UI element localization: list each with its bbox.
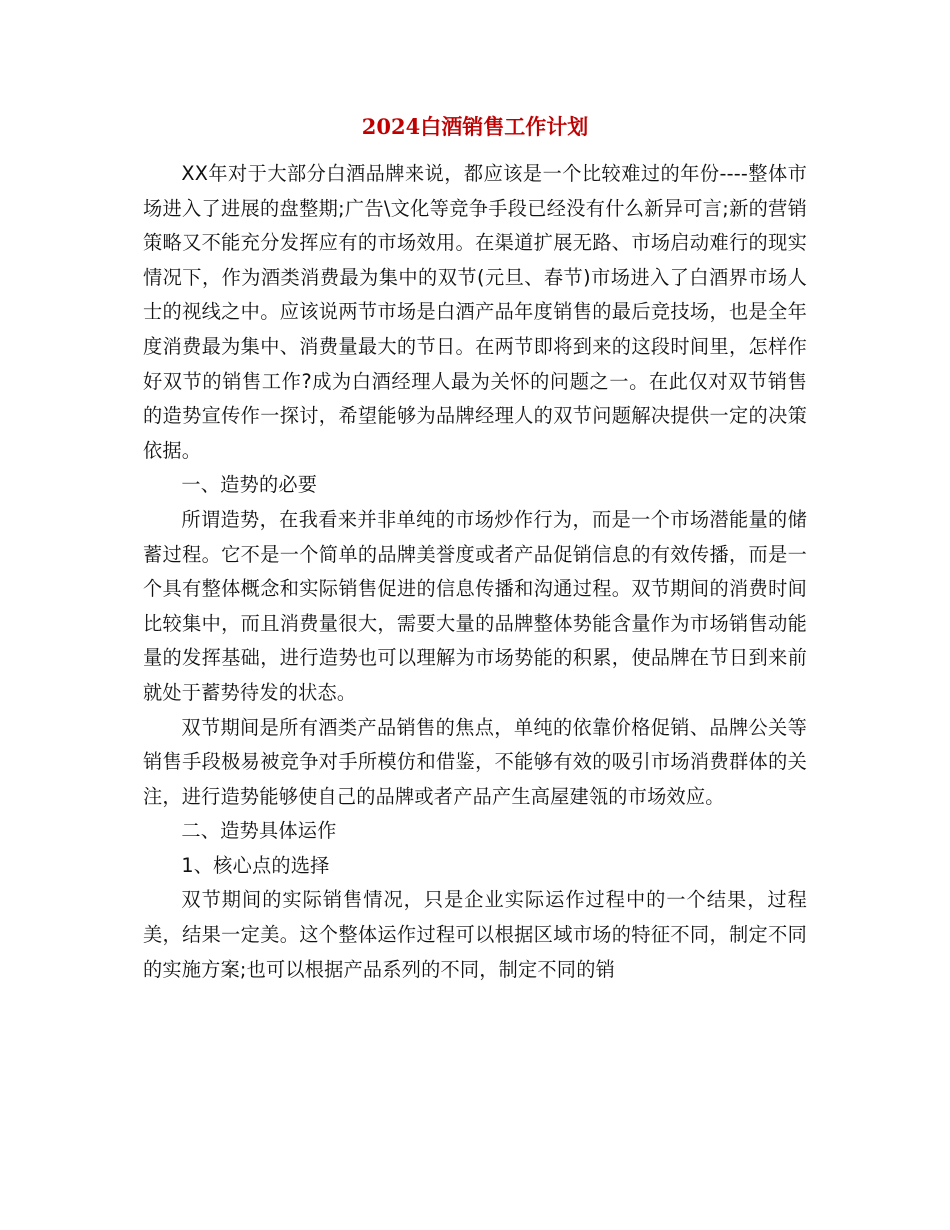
section-heading-2: 二、造势具体运作 <box>181 819 337 843</box>
paragraph-section-2-a: 双节期间的实际销售情况，只是企业实际运作过程中的一个结果，过程美，结果一定美。这个整体运作过程可以根据区域市场的特征不同，制定不同的实施方案;也可以根据产品系列的不同，制定不同的销 <box>143 888 807 981</box>
paragraph-section-1-b: 双节期间是所有酒类产品销售的焦点，单纯的依靠价格促销、品牌公关等销售手段极易被竞争对手所模仿和借鉴，不能够有效的吸引市场消费群体的关注，进行造势能够使自己的品牌或者产品产生高屋建瓴的市场效应。 <box>143 715 807 808</box>
document-body <box>143 157 807 987</box>
section-heading-1: 一、造势的必要 <box>181 473 318 497</box>
subsection-heading-1: 1、核心点的选择 <box>181 853 330 877</box>
paragraph-intro: XX年对于大部分白酒品牌来说，都应该是一个比较难过的年份----整体市场进入了进展的盘整期;广告\文化等竞争手段已经没有什么新异可言;新的营销策略又不能充分发挥应有的市场效用。在渠道扩展无路、市场启动难行的现实情况下，作为酒类消费最为集中的双节(元旦、春节)市场进入了白酒界市场人士的视线之中。应该说两节市场是白酒产品年度销售的最后竞技场，也是全年度消费最为集中、消费量最大的节日。在两节即将到来的这段时间里，怎样作好双节的销售工作?成为白酒经理人最为关怀的问题之一。在此仅对双节销售的造势宣传作一探讨，希望能够为品牌经理人的双节问题解决提供一定的决策依据。 <box>143 162 807 462</box>
paragraph-section-1-a: 所谓造势，在我看来并非单纯的市场炒作行为，而是一个市场潜能量的储蓄过程。它不是一个简单的品牌美誉度或者产品促销信息的有效传播，而是一个具有整体概念和实际销售促进的信息传播和沟通过程。双节期间的消费时间比较集中，而且消费量很大，需要大量的品牌整体势能含量作为市场销售动能量的发挥基础，进行造势也可以理解为市场势能的积累，使品牌在节日到来前就处于蓄势待发的状态。 <box>143 507 807 704</box>
document-title: 2024白酒销售工作计划 <box>361 114 589 139</box>
